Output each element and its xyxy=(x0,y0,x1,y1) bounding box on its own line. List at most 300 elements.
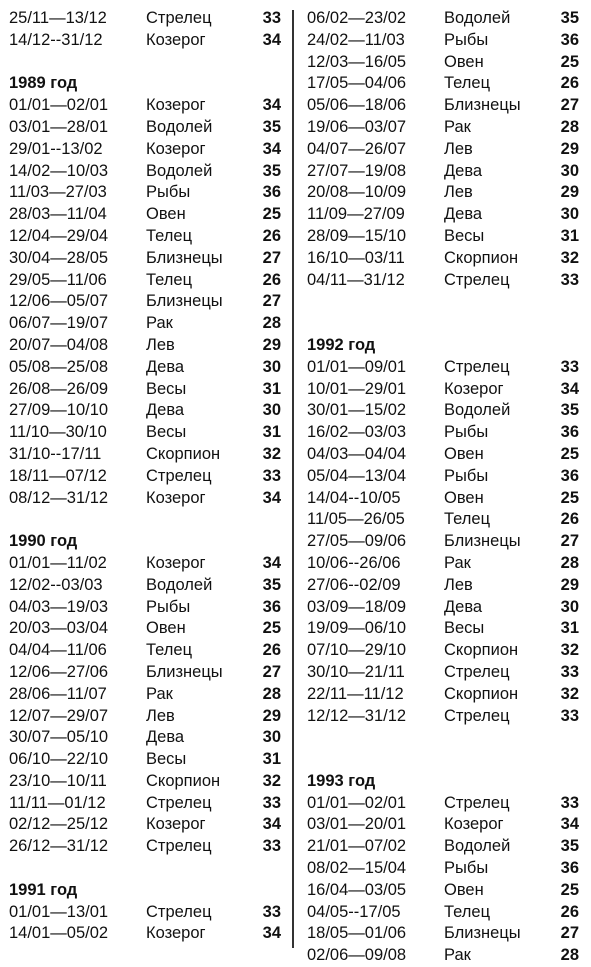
sign-number: 27 xyxy=(560,532,579,551)
table-row xyxy=(307,270,579,292)
date-range: 10/01—29/01 xyxy=(307,379,407,398)
zodiac-sign: Козерог xyxy=(146,96,206,115)
date-range: 14/04--10/05 xyxy=(307,488,401,507)
table-row xyxy=(9,357,281,379)
sign-number: 29 xyxy=(560,183,579,202)
year-heading: 1991 год xyxy=(9,880,78,899)
table-row xyxy=(9,771,281,793)
table-row xyxy=(307,466,579,488)
sign-number: 26 xyxy=(262,270,281,289)
table-row xyxy=(307,575,579,597)
table-row xyxy=(307,422,579,444)
sign-number: 26 xyxy=(262,641,281,660)
table-row xyxy=(9,553,281,575)
date-range: 04/03—04/04 xyxy=(307,444,407,463)
zodiac-sign: Козерог xyxy=(146,30,206,49)
zodiac-sign: Водолей xyxy=(444,9,511,27)
column-divider xyxy=(292,10,294,948)
sign-number: 29 xyxy=(262,335,281,354)
zodiac-sign: Скорпион xyxy=(146,771,221,790)
table-row xyxy=(9,814,281,836)
zodiac-sign: Весы xyxy=(146,423,187,442)
zodiac-sign: Лев xyxy=(146,706,175,725)
zodiac-sign: Рак xyxy=(146,684,173,703)
date-range: 27/07—19/08 xyxy=(307,161,407,180)
year-heading: 1989 год xyxy=(9,74,78,93)
zodiac-sign: Рак xyxy=(444,553,471,572)
date-range: 27/09—10/10 xyxy=(9,401,109,420)
date-range: 11/11—01/12 xyxy=(9,793,106,812)
spacer xyxy=(307,727,579,749)
table-row xyxy=(9,400,281,422)
sign-number: 32 xyxy=(262,444,281,463)
sign-number: 29 xyxy=(560,575,579,594)
year-heading: 1990 год xyxy=(9,532,78,551)
table-row xyxy=(307,923,579,945)
table-row xyxy=(307,73,579,95)
sign-number: 36 xyxy=(560,466,579,485)
zodiac-sign: Весы xyxy=(146,379,187,398)
zodiac-sign: Телец xyxy=(444,510,491,529)
table-row xyxy=(9,488,281,510)
table-row xyxy=(9,248,281,270)
date-range: 26/12—31/12 xyxy=(9,837,109,856)
sign-number: 33 xyxy=(560,662,579,681)
date-range: 11/05—26/05 xyxy=(307,510,405,529)
date-range: 19/09—06/10 xyxy=(307,619,407,638)
table-row xyxy=(307,553,579,575)
sign-number: 30 xyxy=(262,728,281,747)
zodiac-sign: Козерог xyxy=(146,139,206,158)
date-range: 20/07—04/08 xyxy=(9,335,109,354)
date-range: 12/06—05/07 xyxy=(9,292,109,311)
zodiac-sign: Козерог xyxy=(146,488,206,507)
sign-number: 30 xyxy=(262,357,281,376)
date-range: 14/12--31/12 xyxy=(9,30,103,49)
sign-number: 35 xyxy=(560,9,579,27)
date-range: 01/01—02/01 xyxy=(307,793,407,812)
table-row xyxy=(9,444,281,466)
table-row xyxy=(9,793,281,815)
zodiac-sign: Весы xyxy=(146,750,187,769)
table-row xyxy=(307,379,579,401)
sign-number: 34 xyxy=(560,379,579,398)
sign-number: 28 xyxy=(262,314,281,333)
table-row xyxy=(9,182,281,204)
date-range: 05/06—18/06 xyxy=(307,96,407,115)
zodiac-sign: Овен xyxy=(146,205,186,224)
spacer xyxy=(9,858,281,880)
zodiac-sign: Овен xyxy=(146,619,186,638)
table-row xyxy=(307,640,579,662)
date-range: 28/03—11/04 xyxy=(9,205,107,224)
sign-number: 28 xyxy=(262,684,281,703)
sign-number: 34 xyxy=(262,30,281,49)
table-row xyxy=(9,836,281,858)
date-range: 04/03—19/03 xyxy=(9,597,109,616)
table-row xyxy=(9,8,281,30)
sign-number: 26 xyxy=(560,510,579,529)
date-range: 10/06--26/06 xyxy=(307,553,401,572)
sign-number: 30 xyxy=(262,401,281,420)
zodiac-sign: Скорпион xyxy=(444,248,519,267)
table-row xyxy=(307,531,579,553)
date-range: 01/01—09/01 xyxy=(307,357,407,376)
date-range: 11/10—30/10 xyxy=(9,423,107,442)
zodiac-sign: Дева xyxy=(146,401,185,420)
table-row xyxy=(9,923,281,945)
sign-number: 30 xyxy=(560,161,579,180)
date-range: 30/01—15/02 xyxy=(307,401,407,420)
zodiac-sign: Стрелец xyxy=(444,706,510,725)
sign-number: 33 xyxy=(262,466,281,485)
table-row xyxy=(307,139,579,161)
date-range: 26/08—26/09 xyxy=(9,379,109,398)
date-range: 30/04—28/05 xyxy=(9,248,109,267)
date-range: 04/11—31/12 xyxy=(307,270,405,289)
sign-number: 27 xyxy=(560,96,579,115)
zodiac-sign: Близнецы xyxy=(444,924,521,943)
zodiac-sign: Лев xyxy=(146,335,175,354)
date-range: 12/03—16/05 xyxy=(307,52,407,71)
zodiac-sign: Близнецы xyxy=(444,96,521,115)
zodiac-sign: Стрелец xyxy=(146,793,212,812)
sign-number: 32 xyxy=(262,771,281,790)
table-row xyxy=(307,836,579,858)
zodiac-sign: Водолей xyxy=(444,401,511,420)
table-row xyxy=(9,161,281,183)
sign-number: 26 xyxy=(560,74,579,93)
sign-number: 30 xyxy=(560,205,579,224)
date-range: 04/04—11/06 xyxy=(9,641,107,660)
date-range: 05/08—25/08 xyxy=(9,357,109,376)
table-row xyxy=(9,597,281,619)
zodiac-sign: Овен xyxy=(444,52,484,71)
table-row xyxy=(307,30,579,52)
date-range: 21/01—07/02 xyxy=(307,837,407,856)
date-range: 18/05—01/06 xyxy=(307,924,407,943)
sign-number: 33 xyxy=(262,793,281,812)
sign-number: 28 xyxy=(560,553,579,572)
zodiac-sign: Близнецы xyxy=(146,292,223,311)
sign-number: 34 xyxy=(262,924,281,943)
table-row xyxy=(307,880,579,902)
table-row xyxy=(307,357,579,379)
date-range: 28/09—15/10 xyxy=(307,226,407,245)
sign-number: 26 xyxy=(560,902,579,921)
date-range: 04/05--17/05 xyxy=(307,902,401,921)
sign-number: 35 xyxy=(262,161,281,180)
date-range: 03/09—18/09 xyxy=(307,597,407,616)
sign-number: 25 xyxy=(560,488,579,507)
sign-number: 34 xyxy=(262,96,281,115)
zodiac-sign: Близнецы xyxy=(444,532,521,551)
sign-number: 36 xyxy=(560,423,579,442)
sign-number: 32 xyxy=(560,248,579,267)
zodiac-sign: Овен xyxy=(444,488,484,507)
date-range: 01/01—13/01 xyxy=(9,902,109,921)
zodiac-sign: Лев xyxy=(444,183,473,202)
date-range: 01/01—11/02 xyxy=(9,553,107,572)
sign-number: 34 xyxy=(262,488,281,507)
date-range: 14/01—05/02 xyxy=(9,924,109,943)
table-row xyxy=(9,902,281,924)
zodiac-sign: Козерог xyxy=(444,815,504,834)
sign-number: 33 xyxy=(262,9,281,27)
date-range: 12/02--03/03 xyxy=(9,575,103,594)
sign-number: 26 xyxy=(262,226,281,245)
table-row xyxy=(307,945,579,967)
sign-number: 29 xyxy=(262,706,281,725)
zodiac-sign: Телец xyxy=(146,641,193,660)
sign-number: 25 xyxy=(262,619,281,638)
date-range: 03/01—20/01 xyxy=(307,815,407,834)
date-range: 08/12—31/12 xyxy=(9,488,109,507)
date-range: 16/04—03/05 xyxy=(307,880,407,899)
zodiac-sign: Рак xyxy=(146,314,173,333)
zodiac-sign: Овен xyxy=(444,444,484,463)
date-range: 19/06—03/07 xyxy=(307,117,407,136)
zodiac-sign: Телец xyxy=(146,270,193,289)
zodiac-sign: Стрелец xyxy=(444,662,510,681)
date-range: 16/02—03/03 xyxy=(307,423,407,442)
table-row xyxy=(307,248,579,270)
date-range: 25/11—13/12 xyxy=(9,9,107,27)
spacer xyxy=(307,313,579,335)
date-range: 04/07—26/07 xyxy=(307,139,407,158)
date-range: 08/02—15/04 xyxy=(307,859,407,878)
zodiac-sign: Телец xyxy=(146,226,193,245)
zodiac-sign: Рыбы xyxy=(444,466,489,485)
spacer xyxy=(307,749,579,771)
date-range: 17/05—04/06 xyxy=(307,74,407,93)
date-range: 11/09—27/09 xyxy=(307,205,405,224)
table-row xyxy=(9,422,281,444)
table-row xyxy=(9,270,281,292)
date-range: 30/07—05/10 xyxy=(9,728,109,747)
date-range: 29/01--13/02 xyxy=(9,139,103,158)
table-row xyxy=(9,291,281,313)
table-row xyxy=(307,117,579,139)
date-range: 12/06—27/06 xyxy=(9,662,109,681)
sign-number: 34 xyxy=(262,553,281,572)
table-row xyxy=(9,684,281,706)
zodiac-sign: Козерог xyxy=(146,553,206,572)
sign-number: 33 xyxy=(560,706,579,725)
zodiac-sign: Стрелец xyxy=(444,270,510,289)
sign-number: 27 xyxy=(262,248,281,267)
date-range: 31/10--17/11 xyxy=(9,444,102,463)
table-row xyxy=(9,618,281,640)
zodiac-sign: Водолей xyxy=(146,161,213,180)
table-row xyxy=(9,640,281,662)
table-row xyxy=(9,727,281,749)
sign-number: 35 xyxy=(560,401,579,420)
date-range: 27/05—09/06 xyxy=(307,532,407,551)
zodiac-sign: Козерог xyxy=(146,924,206,943)
sign-number: 27 xyxy=(560,924,579,943)
zodiac-sign: Водолей xyxy=(146,117,213,136)
table-row xyxy=(307,95,579,117)
zodiac-sign: Дева xyxy=(444,205,483,224)
sign-number: 36 xyxy=(262,183,281,202)
sign-number: 31 xyxy=(262,423,281,442)
sign-number: 25 xyxy=(262,205,281,224)
date-range: 28/06—11/07 xyxy=(9,684,107,703)
table-row xyxy=(9,662,281,684)
zodiac-sign: Близнецы xyxy=(146,662,223,681)
sign-number: 33 xyxy=(560,793,579,812)
table-row xyxy=(9,335,281,357)
date-range: 06/02—23/02 xyxy=(307,9,407,27)
sign-number: 34 xyxy=(560,815,579,834)
sign-number: 33 xyxy=(560,270,579,289)
table-row xyxy=(307,858,579,880)
zodiac-sign: Скорпион xyxy=(444,641,519,660)
table-row xyxy=(307,618,579,640)
table-row xyxy=(9,139,281,161)
sign-number: 25 xyxy=(560,444,579,463)
table-row xyxy=(9,749,281,771)
date-range: 06/10—22/10 xyxy=(9,750,109,769)
table-row xyxy=(307,509,579,531)
sign-number: 27 xyxy=(262,292,281,311)
table-row xyxy=(307,793,579,815)
table-row xyxy=(9,575,281,597)
table-row xyxy=(307,684,579,706)
table-row xyxy=(9,204,281,226)
sign-number: 33 xyxy=(262,837,281,856)
zodiac-sign: Козерог xyxy=(146,815,206,834)
date-range: 20/03—03/04 xyxy=(9,619,109,638)
sign-number: 33 xyxy=(560,357,579,376)
table-row xyxy=(307,226,579,248)
table-row xyxy=(307,400,579,422)
date-range: 06/07—19/07 xyxy=(9,314,109,333)
table-row xyxy=(9,117,281,139)
date-range: 14/02—10/03 xyxy=(9,161,109,180)
zodiac-sign: Козерог xyxy=(444,379,504,398)
zodiac-sign: Телец xyxy=(444,74,491,93)
date-range: 22/11—11/12 xyxy=(307,684,404,703)
sign-number: 25 xyxy=(560,880,579,899)
table-row xyxy=(307,902,579,924)
date-range: 12/12—31/12 xyxy=(307,706,407,725)
sign-number: 34 xyxy=(262,815,281,834)
table-row xyxy=(9,313,281,335)
table-row xyxy=(9,466,281,488)
table-row xyxy=(307,182,579,204)
table-row xyxy=(9,95,281,117)
date-range: 20/08—10/09 xyxy=(307,183,407,202)
left-column xyxy=(9,8,281,945)
sign-number: 31 xyxy=(560,226,579,245)
zodiac-sign: Лев xyxy=(444,575,473,594)
date-range: 18/11—07/12 xyxy=(9,466,107,485)
sign-number: 31 xyxy=(560,619,579,638)
table-row xyxy=(9,30,281,52)
date-range: 03/01—28/01 xyxy=(9,117,109,136)
sign-number: 34 xyxy=(262,139,281,158)
zodiac-sign: Рыбы xyxy=(444,859,489,878)
zodiac-sign: Дева xyxy=(146,728,185,747)
date-range: 27/06--02/09 xyxy=(307,575,401,594)
date-range: 23/10—10/11 xyxy=(9,771,107,790)
date-range: 07/10—29/10 xyxy=(307,641,407,660)
zodiac-sign: Дева xyxy=(444,597,483,616)
date-range: 24/02—11/03 xyxy=(307,30,405,49)
sign-number: 36 xyxy=(560,859,579,878)
zodiac-sign: Рыбы xyxy=(444,30,489,49)
date-range: 29/05—11/06 xyxy=(9,270,107,289)
table-row xyxy=(307,444,579,466)
zodiac-sign: Стрелец xyxy=(146,466,212,485)
sign-number: 32 xyxy=(560,684,579,703)
zodiac-sign: Стрелец xyxy=(444,357,510,376)
year-heading: 1992 год xyxy=(307,335,376,354)
zodiac-sign: Стрелец xyxy=(146,9,212,27)
date-range: 02/06—09/08 xyxy=(307,946,407,965)
sign-number: 28 xyxy=(560,117,579,136)
table-row xyxy=(9,226,281,248)
date-range: 05/04—13/04 xyxy=(307,466,407,485)
zodiac-sign: Скорпион xyxy=(146,444,221,463)
zodiac-sign: Водолей xyxy=(146,575,213,594)
zodiac-sign: Стрелец xyxy=(146,902,212,921)
zodiac-sign: Близнецы xyxy=(146,248,223,267)
table-row xyxy=(307,814,579,836)
zodiac-sign: Водолей xyxy=(444,837,511,856)
sign-number: 28 xyxy=(560,946,579,965)
zodiac-sign: Рыбы xyxy=(146,183,191,202)
sign-number: 29 xyxy=(560,139,579,158)
sign-number: 35 xyxy=(560,837,579,856)
zodiac-sign: Скорпион xyxy=(444,684,519,703)
table-row xyxy=(307,662,579,684)
date-range: 12/07—29/07 xyxy=(9,706,109,725)
sign-number: 27 xyxy=(262,662,281,681)
sign-number: 31 xyxy=(262,379,281,398)
zodiac-sign: Лев xyxy=(444,139,473,158)
sign-number: 35 xyxy=(262,575,281,594)
zodiac-sign: Рак xyxy=(444,117,471,136)
sign-number: 30 xyxy=(560,597,579,616)
zodiac-sign: Весы xyxy=(444,226,485,245)
zodiac-sign: Рак xyxy=(444,946,471,965)
table-row xyxy=(9,379,281,401)
date-range: 12/04—29/04 xyxy=(9,226,109,245)
date-range: 16/10—03/11 xyxy=(307,248,405,267)
zodiac-sign: Стрелец xyxy=(146,837,212,856)
zodiac-sign: Весы xyxy=(444,619,485,638)
zodiac-sign: Рыбы xyxy=(444,423,489,442)
sign-number: 32 xyxy=(560,641,579,660)
zodiac-sign: Телец xyxy=(444,902,491,921)
zodiac-sign: Овен xyxy=(444,880,484,899)
table-row xyxy=(307,161,579,183)
sign-number: 31 xyxy=(262,750,281,769)
sign-number: 33 xyxy=(262,902,281,921)
spacer xyxy=(9,52,281,74)
sign-number: 25 xyxy=(560,52,579,71)
right-column xyxy=(307,8,579,967)
table-row xyxy=(307,8,579,30)
spacer xyxy=(307,291,579,313)
sign-number: 36 xyxy=(560,30,579,49)
date-range: 30/10—21/11 xyxy=(307,662,405,681)
sign-number: 36 xyxy=(262,597,281,616)
year-heading: 1993 год xyxy=(307,771,376,790)
